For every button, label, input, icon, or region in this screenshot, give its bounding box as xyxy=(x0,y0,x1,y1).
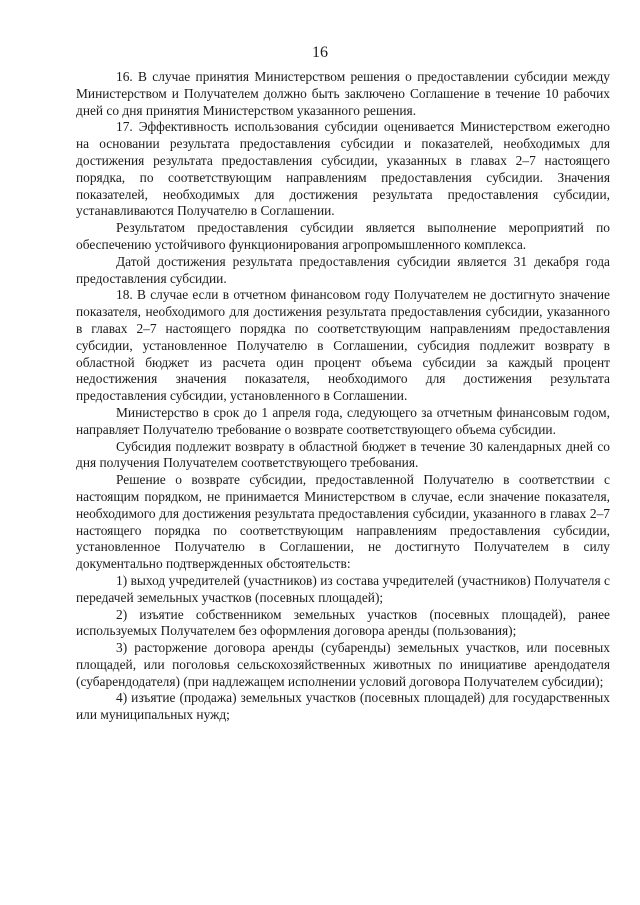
paragraph-result-date: Датой достижения результата предоставления субсидии является 31 декабря года предоставления субсидии. xyxy=(76,253,610,286)
paragraph-result: Результатом предоставления субсидии является выполнение мероприятий по обеспечению устойчивого функционирования агропромышленного комплекса. xyxy=(76,220,610,252)
list-item-4: 4) изъятие (продажа) земельных участков (посевных площадей) для государственных или муниципальных нужд; xyxy=(76,690,610,723)
document-body xyxy=(76,69,610,724)
paragraph-ministry-deadline: Министерство в срок до 1 апреля года, следующего за отчетным финансовым годом, направляет Получателю требование о возврате соответствующего объема субсидии. xyxy=(76,404,610,437)
page-number: 16 xyxy=(312,44,328,61)
paragraph-18: 18. В случае если в отчетном финансовом году Получателем не достигнуто значение показателя, необходимого для достижения результата предоставления субсидии, указанного в главах 2–7 настоящего порядка по соответствующим направлениям предоставления субсидии, установленное Получателю в Соглашении, субсидия подлежит возврату в областной бюджет из расчета один процент объема субсидии за каждый процент недостижения значения показателя, необходимого для достижения результата предоставления субсидии, установленного в Соглашении. xyxy=(76,287,610,404)
list-item-3: 3) расторжение договора аренды (субаренды) земельных участков, или посевных площадей, или поголовья сельскохозяйственных животных по инициативе арендодателя (субарендодателя) (при надлежащем исполнении условий договора Получателем субсидии); xyxy=(76,640,610,689)
list-item-1: 1) выход учредителей (участников) из состава учредителей (участников) Получателя с передачей земельных участков (посевных площадей); xyxy=(76,572,610,605)
paragraph-16: 16. В случае принятия Министерством решения о предоставлении субсидии между Министерством и Получателем должно быть заключено Соглашение в течение 10 рабочих дней со дня принятия Министерством указанного решения. xyxy=(76,69,610,118)
list-item-2: 2) изъятие собственником земельных участков (посевных площадей), ранее используемых Получателем без оформления договора аренды (пользования); xyxy=(76,606,610,639)
paragraph-refund-exemption: Решение о возврате субсидии, предоставленной Получателю в соответствии с настоящим порядком, не принимается Министерством в случае, если значение показателя, необходимого для достижения результата предоставления субсидии, указанного в главах 2–7 настоящего порядка по соответствующим направлениям предоставления субсидии, установленное Получателю в Соглашении, не достигнуто Получателем в силу документально подтвержденных обстоятельств: xyxy=(76,472,610,572)
paragraph-17: 17. Эффективность использования субсидии оценивается Министерством ежегодно на основании результата предоставления субсидии и показателей, необходимых для достижения результата предоставления субсидии, указанных в главах 2–7 настоящего порядка, по соответствующим направлениям предоставления субсидии. Значения показателей, необходимых для достижения результата предоставления субсидии, устанавливаются Получателю в Соглашении. xyxy=(76,119,610,219)
paragraph-refund-term: Субсидия подлежит возврату в областной бюджет в течение 30 календарных дней со дня получения Получателем соответствующего требования. xyxy=(76,438,610,471)
